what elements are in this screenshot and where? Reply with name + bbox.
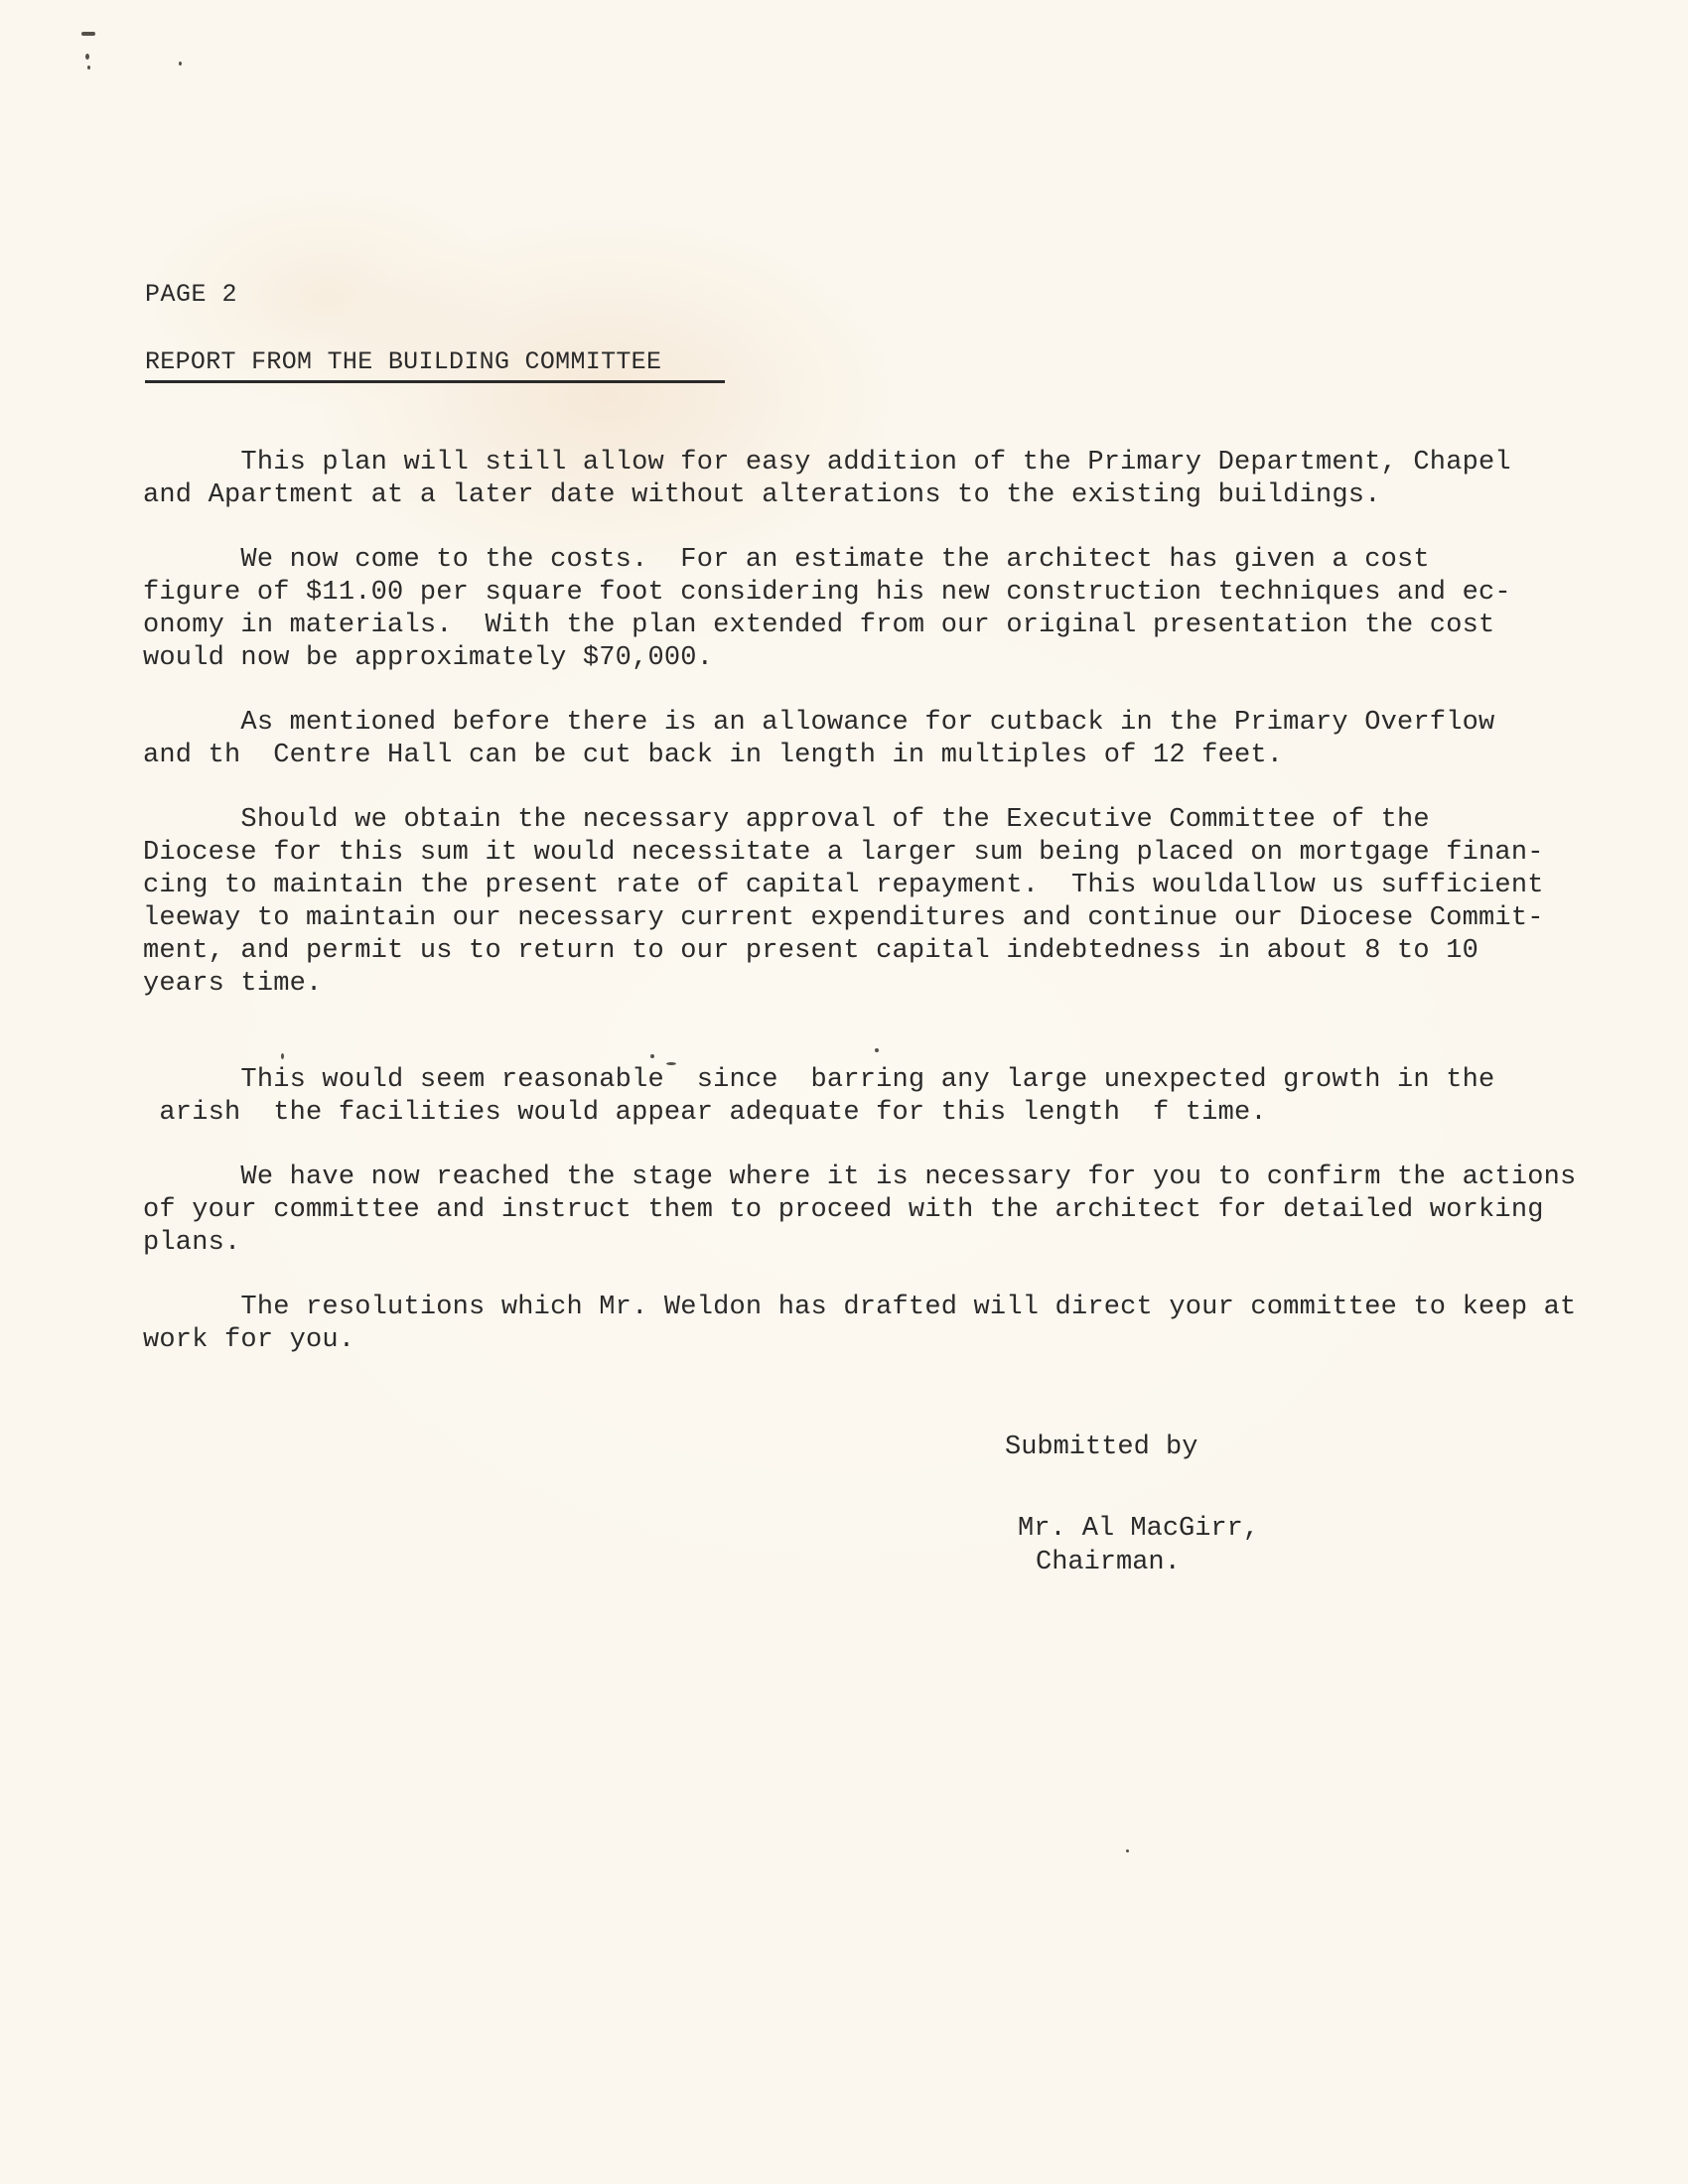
text-line: and th Centre Hall can be cut back in length in multiples of 12 feet. [143, 741, 1284, 770]
text-line: leeway to maintain our necessary current expenditures and continue our Diocese Commit- [143, 903, 1544, 933]
text-line: figure of $11.00 per square foot considering his new construction techniques and ec- [143, 578, 1511, 608]
document-heading: REPORT FROM THE BUILDING COMMITTEE [145, 347, 725, 383]
stray-mark [87, 66, 90, 69]
text-line: This plan will still allow for easy addition of the Primary Department, Chapel [143, 448, 1511, 478]
text-line: We have now reached the stage where it is necessary for you to confirm the actions [143, 1162, 1577, 1192]
page-number: PAGE 2 [145, 280, 238, 309]
text-line: This would seem reasonable since barring any large unexpected growth in the [143, 1065, 1495, 1095]
stray-mark [85, 54, 89, 60]
paragraph-reasonable [143, 1064, 1593, 1130]
stray-mark [81, 32, 95, 36]
text-line: Diocese for this sum it would necessitate a larger sum being placed on mortgage finan- [143, 838, 1544, 868]
submitted-by-label: Submitted by [1005, 1433, 1198, 1462]
text-line: and Apartment at a later date without alterations to the existing buildings. [143, 480, 1381, 510]
signatory-name: Mr. Al MacGirr, [1018, 1514, 1260, 1544]
text-line: would now be approximately $70,000. [143, 643, 714, 673]
text-line: of your committee and instruct them to proceed with the architect for detailed working [143, 1195, 1544, 1225]
stray-mark [1126, 1849, 1129, 1852]
text-line: The resolutions which Mr. Weldon has drafted will direct your committee to keep at [143, 1293, 1577, 1322]
text-line: cing to maintain the present rate of capital repayment. This wouldallow us sufficient [143, 871, 1544, 900]
text-line: onomy in materials. With the plan extended from our original presentation the cost [143, 611, 1495, 640]
text-line: As mentioned before there is an allowance for cutback in the Primary Overflow [143, 708, 1495, 738]
paragraph-addition-plan [143, 447, 1593, 512]
text-line: plans. [143, 1228, 241, 1258]
stray-mark [179, 62, 182, 66]
paragraph-confirm [143, 1161, 1593, 1260]
text-line: Should we obtain the necessary approval of the Executive Committee of the [143, 805, 1430, 835]
text-line: work for you. [143, 1325, 355, 1355]
paragraph-costs [143, 544, 1593, 675]
text-line: arish the facilities would appear adequate for this length f time. [143, 1098, 1267, 1128]
signatory-title: Chairman. [1036, 1548, 1181, 1577]
paragraph-cutback [143, 707, 1593, 772]
paragraph-resolutions [143, 1292, 1593, 1357]
text-line: We now come to the costs. For an estimate the architect has given a cost [143, 545, 1430, 575]
text-line: ment, and permit us to return to our present capital indebtedness in about 8 to 10 [143, 936, 1479, 966]
paragraph-approval [143, 804, 1593, 1001]
text-line: years time. [143, 969, 323, 999]
report-body [143, 447, 1593, 1389]
